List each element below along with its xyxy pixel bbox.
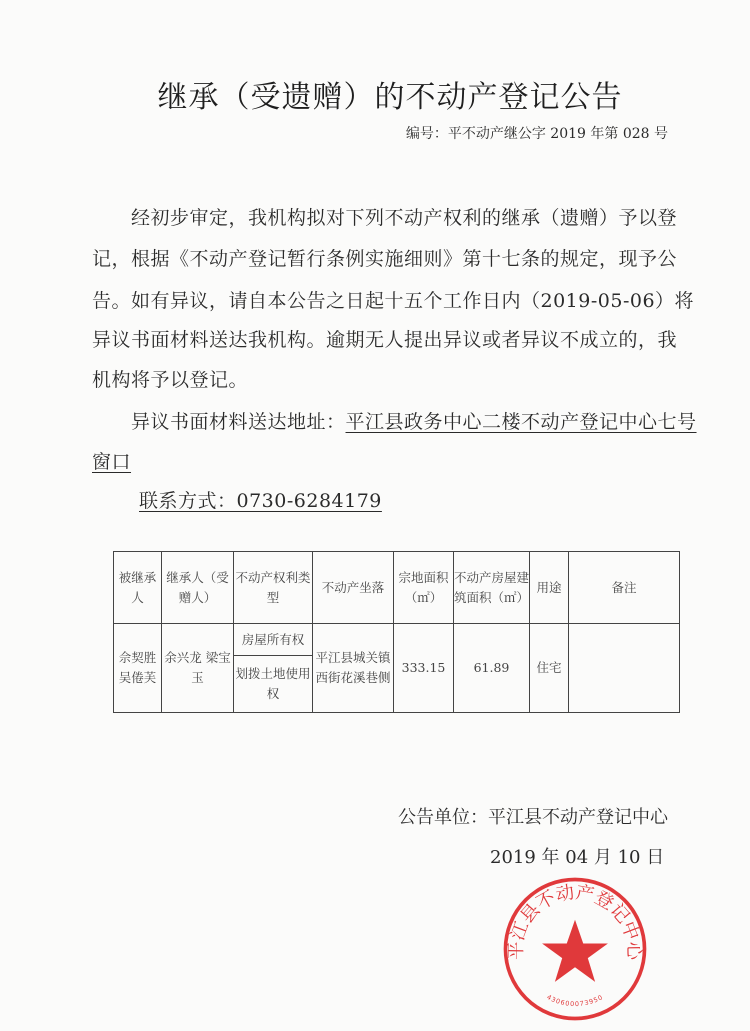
cell-location: 平江县城关镇西街花溪巷侧 [313, 624, 394, 713]
header-decedent: 被继承人 [114, 552, 162, 624]
body-line-5: 机构将予以登记。 [92, 369, 249, 391]
issue-date: 2019 年 04 月 10 日 [490, 847, 665, 868]
cell-remarks [569, 624, 680, 713]
cell-use: 住宅 [530, 624, 569, 713]
contact-info: 联系方式：0730-6284179 [139, 490, 382, 512]
page-title: 继承（受遗赠）的不动产登记公告 [157, 80, 623, 115]
address-value: 平江县政务中心二楼不动产登记中心七号 [345, 411, 697, 433]
header-remarks: 备注 [569, 552, 680, 624]
document-number: 编号：平不动产继公字 2019 年第 028 号 [405, 126, 668, 142]
cell-heirs: 余兴龙 梁宝玉 [162, 624, 234, 713]
table-row [114, 624, 680, 656]
address-label: 异议书面材料送达地址： [92, 411, 346, 433]
header-land-area: 宗地面积（㎡） [394, 552, 454, 624]
header-building-area: 不动产房屋建筑面积（㎡） [454, 552, 530, 624]
table-header-row [114, 552, 680, 624]
body-line-4: 异议书面材料送达我机构。逾期无人提出异议或者异议不成立的，我 [92, 329, 678, 351]
header-heir: 继承人（受赠人） [162, 552, 234, 624]
address-line [92, 407, 697, 434]
cell-building-area: 61.89 [454, 624, 530, 713]
header-use: 用途 [530, 552, 569, 624]
cell-land-area: 333.15 [394, 624, 454, 713]
body-line-1: 经初步审定，我机构拟对下列不动产权利的继承（遗赠）予以登 [92, 207, 678, 229]
property-table [113, 551, 680, 713]
header-right-type: 不动产权利类 型 [234, 552, 313, 624]
header-location: 不动产坐落 [313, 552, 394, 624]
cell-right-type-2: 划拨土地使用权 [234, 656, 313, 713]
official-seal-icon [500, 874, 650, 1024]
svg-text:430600073950: 430600073950 [545, 993, 605, 1009]
cell-right-type-1: 房屋所有权 [234, 624, 313, 656]
cell-decedents: 佘契胜 吴倦芙 [114, 624, 162, 713]
address-continuation: 窗口 [92, 451, 132, 473]
body-line-3: 告。如有异议，请自本公告之日起十五个工作日内（2019-05-06）将 [92, 290, 695, 312]
svg-text:平江县不动产登记中心: 平江县不动产登记中心 [505, 882, 645, 961]
issuing-unit: 公告单位：平江县不动产登记中心 [398, 807, 668, 828]
body-line-2: 记，根据《不动产登记暂行条例实施细则》第十七条的规定，现予公 [92, 248, 678, 270]
